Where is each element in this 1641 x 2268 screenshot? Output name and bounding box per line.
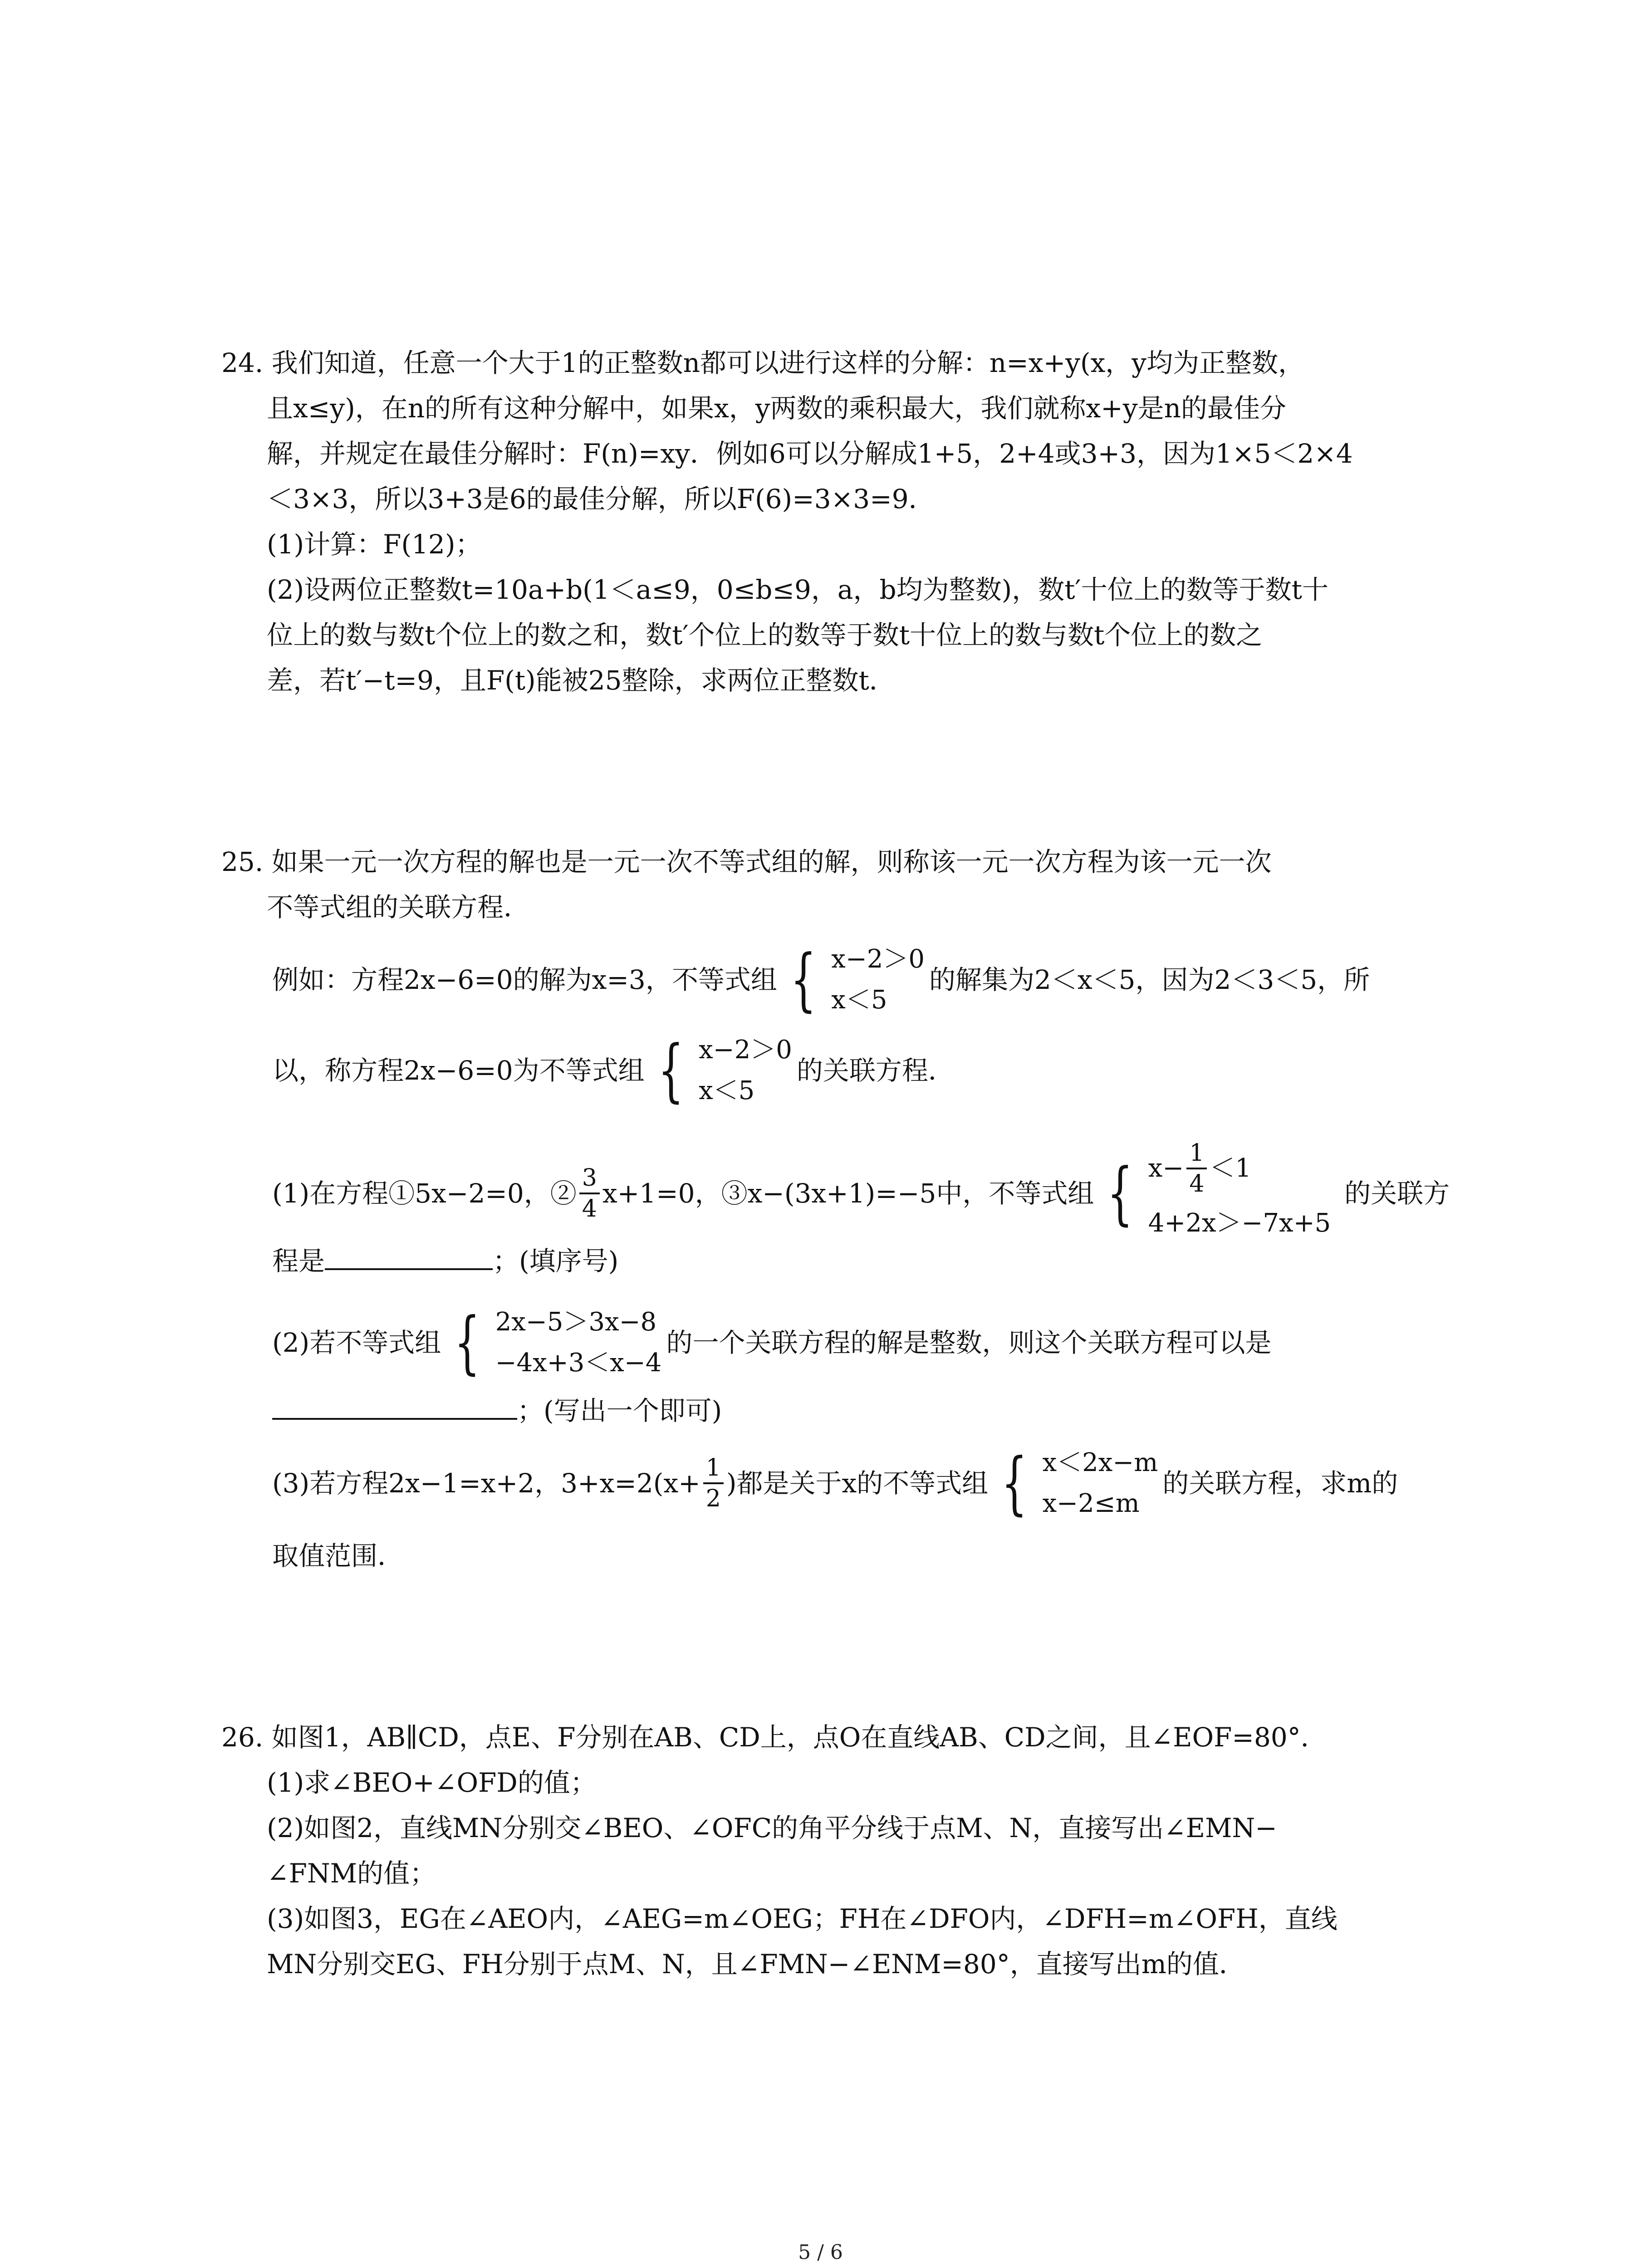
q25-part-3-text: (3)若方程2x−1=x+2，3+x=2(x+ xyxy=(272,1468,700,1499)
q26-part-3-line-2: MN分别交EG、FH分别于点M、N，且∠FMN−∠ENM=80°，直接写出m的值． xyxy=(267,1949,1245,1980)
q26-part-2-line-2: ∠FNM的值； xyxy=(267,1858,436,1889)
inequality-row: x＜2x−m xyxy=(1042,1448,1158,1477)
inequality-row: 4+2x＞−7x+5 xyxy=(1148,1208,1331,1238)
q26-part-1: (1)求∠BEO+∠OFD的值； xyxy=(267,1767,597,1798)
answer-blank[interactable] xyxy=(325,1245,493,1270)
fraction-denominator: 4 xyxy=(1189,1170,1205,1198)
inequality-row: x＜5 xyxy=(831,985,887,1015)
inequality-row xyxy=(1148,1139,1331,1198)
q24-part-1: (1)计算：F(12)； xyxy=(267,529,482,560)
fraction-numerator: 3 xyxy=(579,1163,600,1194)
inequality-row: x−2＞0 xyxy=(699,1035,792,1065)
inequality-row: 2x−5＞3x−8 xyxy=(495,1307,657,1337)
fraction-numerator: 1 xyxy=(1186,1139,1207,1169)
q26-line-1: 26. 如图1，AB∥CD，点E、F分别在AB、CD上，点O在直线AB、CD之间，且∠EOF=80°． xyxy=(221,1722,1327,1753)
q24-part-2-line-1: (2)设两位正整数t=10a+b(1＜a≤9，0≤b≤9，a，b均为整数)，数t′十位上的数等于数t十 xyxy=(267,574,1329,605)
q24-line-4: ＜3×3，所以3+3是6的最佳分解，所以F(6)=3×3=9． xyxy=(267,484,935,514)
q26-part-3-line-1: (3)如图3，EG在∠AEO内，∠AEG=m∠OEG；FH在∠DFO内，∠DFH=m∠OFH，直线 xyxy=(267,1903,1337,1934)
fraction xyxy=(703,1453,724,1513)
inequality-system xyxy=(782,939,925,1021)
fraction-denominator: 4 xyxy=(582,1195,597,1222)
q24-line-3: 解，并规定在最佳分解时：F(n)=xy．例如6可以分解成1+5，2+4或3+3，因为1×5＜2×4 xyxy=(267,438,1353,469)
q25-part-2-answer xyxy=(272,1393,722,1429)
q25-part-2-tail: 的一个关联方程的解是整数，则这个关联方程可以是 xyxy=(666,1327,1272,1358)
q25-part-1-tail: 的关联方 xyxy=(1344,1178,1450,1209)
brace-icon: { xyxy=(1107,1154,1133,1233)
q24-part-2-line-2: 位上的数与数t个位上的数之和，数t′个位上的数等于数t十位上的数与数t个位上的数之 xyxy=(267,620,1263,650)
q24-line-1: 24. 我们知道，任意一个大于1的正整数n都可以进行这样的分解：n=x+y(x，y均为正整数， xyxy=(221,347,1305,378)
inequality-row: x−2＞0 xyxy=(831,944,925,974)
q25-example-2-tail: 的关联方程． xyxy=(796,1055,955,1086)
inequality-system xyxy=(993,1442,1158,1524)
q25-part-3-mid: )都是关于x的不等式组 xyxy=(726,1468,989,1499)
q25-example-1-tail: 的解集为2＜x＜5，因为2＜3＜5，所 xyxy=(929,964,1370,995)
fraction-denominator: 2 xyxy=(705,1485,721,1512)
brace-icon: { xyxy=(1001,1444,1028,1523)
q25-part-3-line-2: 取值范围． xyxy=(272,1540,404,1571)
brace-icon: { xyxy=(454,1303,480,1382)
answer-blank[interactable] xyxy=(272,1394,517,1420)
q24-part-2-line-3: 差，若t′−t=9，且F(t)能被25整除，求两位正整数t． xyxy=(267,665,896,696)
q25-part-3-tail: 的关联方程，求m的 xyxy=(1162,1468,1398,1499)
q25-line-2: 不等式组的关联方程． xyxy=(267,892,530,923)
inequality-system xyxy=(446,1302,661,1383)
q26-part-2-line-1: (2)如图2，直线MN分别交∠BEO、∠OFC的角平分线于点M、N，直接写出∠EMN− xyxy=(267,1813,1277,1843)
q25-example-1-text: 例如：方程2x−6=0的解为x=3，不等式组 xyxy=(272,964,777,995)
q25-part-2-text: (2)若不等式组 xyxy=(272,1327,441,1358)
page-number: 5 / 6 xyxy=(798,2241,843,2264)
brace-icon: { xyxy=(790,940,817,1019)
q25-example-line-2 xyxy=(272,1030,955,1111)
fraction xyxy=(579,1163,600,1223)
fraction-numerator: 1 xyxy=(703,1453,724,1484)
q25-part-1-equations: x+1=0，③x−(3x+1)=−5中，不等式组 xyxy=(602,1178,1094,1209)
inequality-system xyxy=(1098,1139,1331,1248)
fraction xyxy=(1186,1139,1207,1198)
q25-example-line-1 xyxy=(272,939,1370,1021)
q25-part-1 xyxy=(272,1139,1450,1248)
inequality-system xyxy=(649,1030,792,1111)
inequality-row: x＜5 xyxy=(699,1076,755,1105)
q25-part-1-text: (1)在方程①5x−2=0，② xyxy=(272,1178,577,1209)
q24-line-2: 且x≤y)，在n的所有这种分解中，如果x，y两数的乘积最大，我们就称x+y是n的最佳分 xyxy=(267,393,1286,424)
q25-line-1: 25. 如果一元一次方程的解也是一元一次不等式组的解，则称该一元一次方程为该一元一次 xyxy=(221,846,1272,877)
inequality-row: −4x+3＜x−4 xyxy=(495,1348,662,1378)
q25-part-1-hint: ；(填序号) xyxy=(493,1246,619,1276)
brace-icon: { xyxy=(657,1031,684,1110)
q25-part-3 xyxy=(272,1442,1398,1524)
q25-part-2 xyxy=(272,1302,1271,1383)
inequality-row-part: ＜1 xyxy=(1210,1154,1252,1183)
q25-part-1-answer xyxy=(272,1243,618,1279)
q25-part-1-text-b: 程是 xyxy=(272,1246,325,1276)
inequality-row: x−2≤m xyxy=(1042,1489,1140,1518)
q25-part-2-hint: ；(写出一个即可) xyxy=(517,1395,722,1426)
inequality-row-part: x− xyxy=(1148,1154,1184,1183)
q25-example-2-text: 以，称方程2x−6=0为不等式组 xyxy=(272,1055,645,1086)
